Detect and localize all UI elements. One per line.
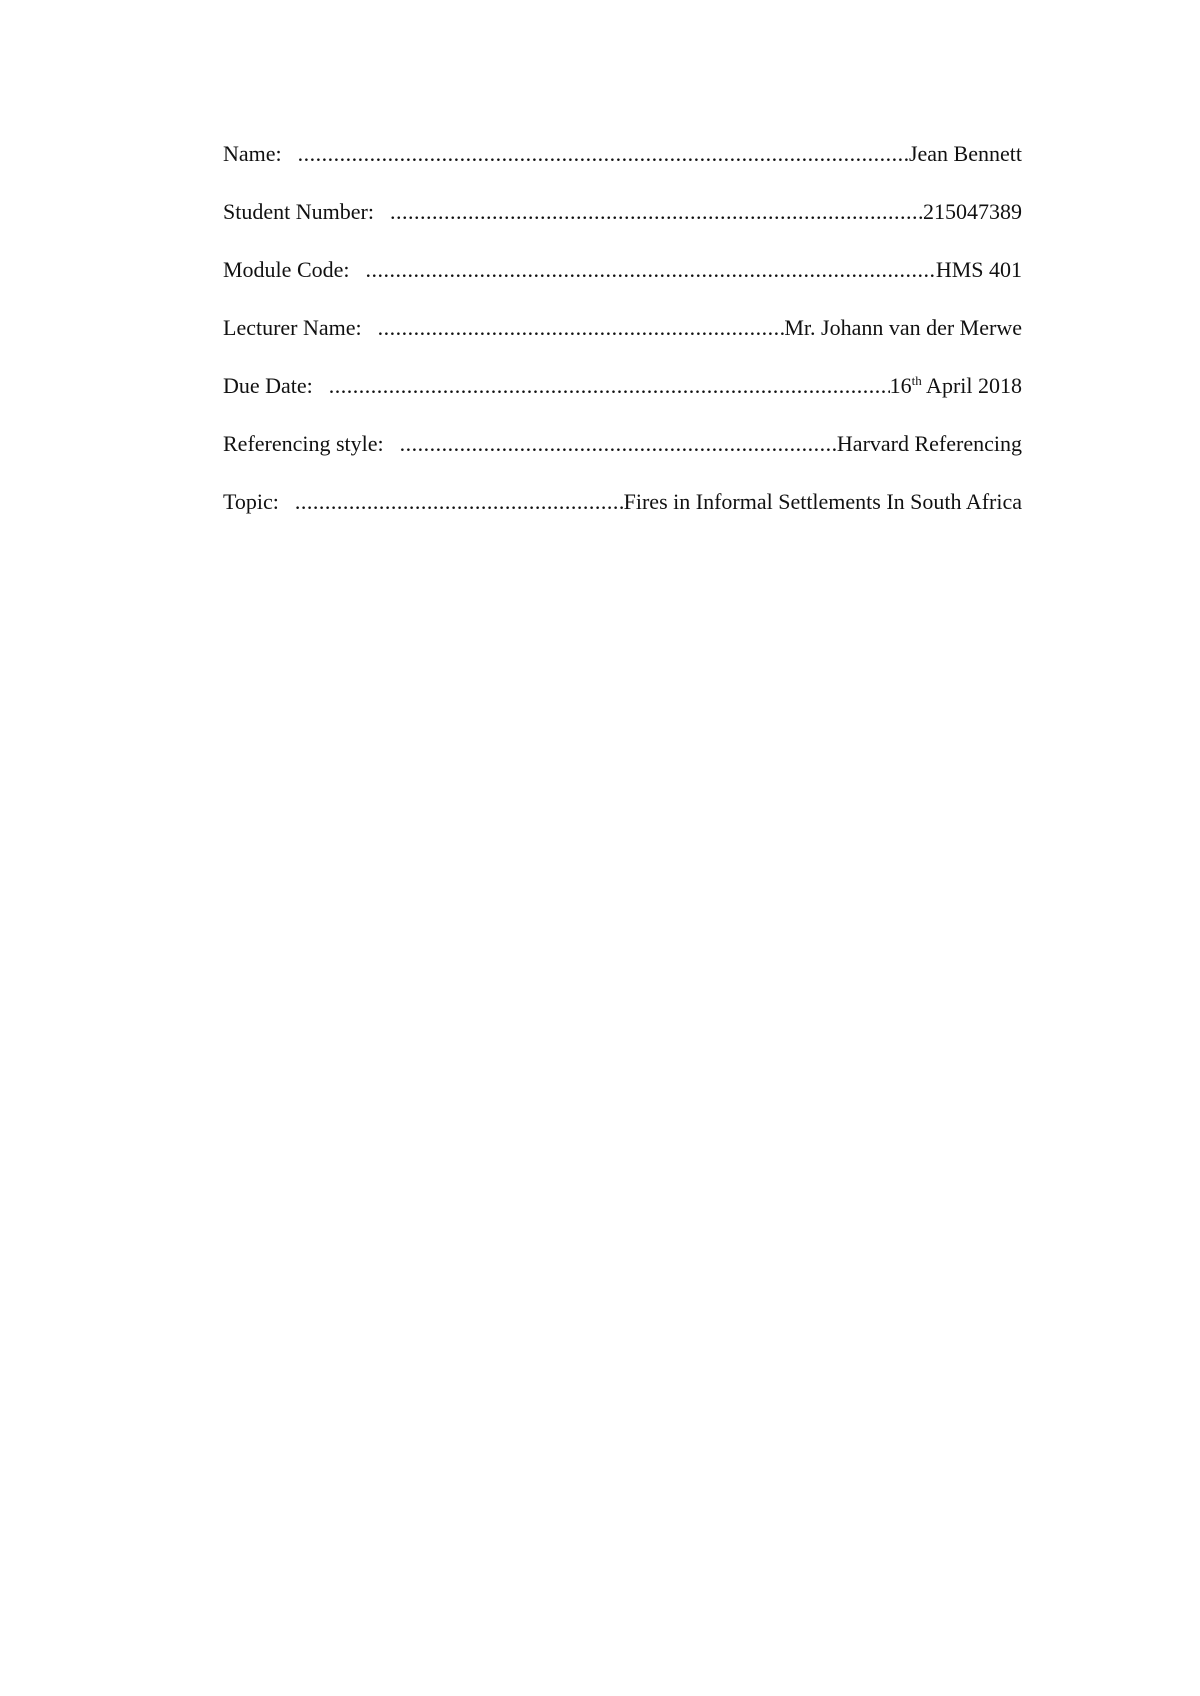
name-label: Name: [223,141,282,166]
referencing-style-value: Harvard Referencing [836,431,1022,456]
dot-leader [390,198,923,226]
student-number-value: 215047389 [923,199,1022,224]
lecturer-name-label: Lecturer Name: [223,315,362,340]
topic-label: Topic: [223,489,279,514]
due-date-month-year: April 2018 [921,373,1022,398]
dot-leader [366,256,936,284]
module-code-label: Module Code: [223,257,350,282]
student-number-row [223,198,1022,256]
cover-details [223,140,1022,546]
due-date-label: Due Date: [223,373,313,398]
dot-leader [298,140,909,168]
name-row [223,140,1022,198]
dot-leader [400,430,837,458]
student-number-label: Student Number: [223,199,374,224]
lecturer-name-row [223,314,1022,372]
due-date-value [890,372,1022,400]
topic-row [223,488,1022,546]
due-date-row [223,372,1022,430]
topic-value: Fires in Informal Settlements In South Africa [623,489,1022,514]
due-date-day: 16 [889,373,912,398]
referencing-style-label: Referencing style: [223,431,384,456]
name-value: Jean Bennett [908,141,1022,166]
referencing-style-row [223,430,1022,488]
dot-leader [329,372,890,400]
dot-leader [378,314,785,342]
due-date-ordinal-suffix: th [911,373,922,388]
module-code-row [223,256,1022,314]
lecturer-name-value: Mr. Johann van der Merwe [784,315,1022,340]
module-code-value: HMS 401 [935,257,1022,282]
dot-leader [295,488,624,516]
